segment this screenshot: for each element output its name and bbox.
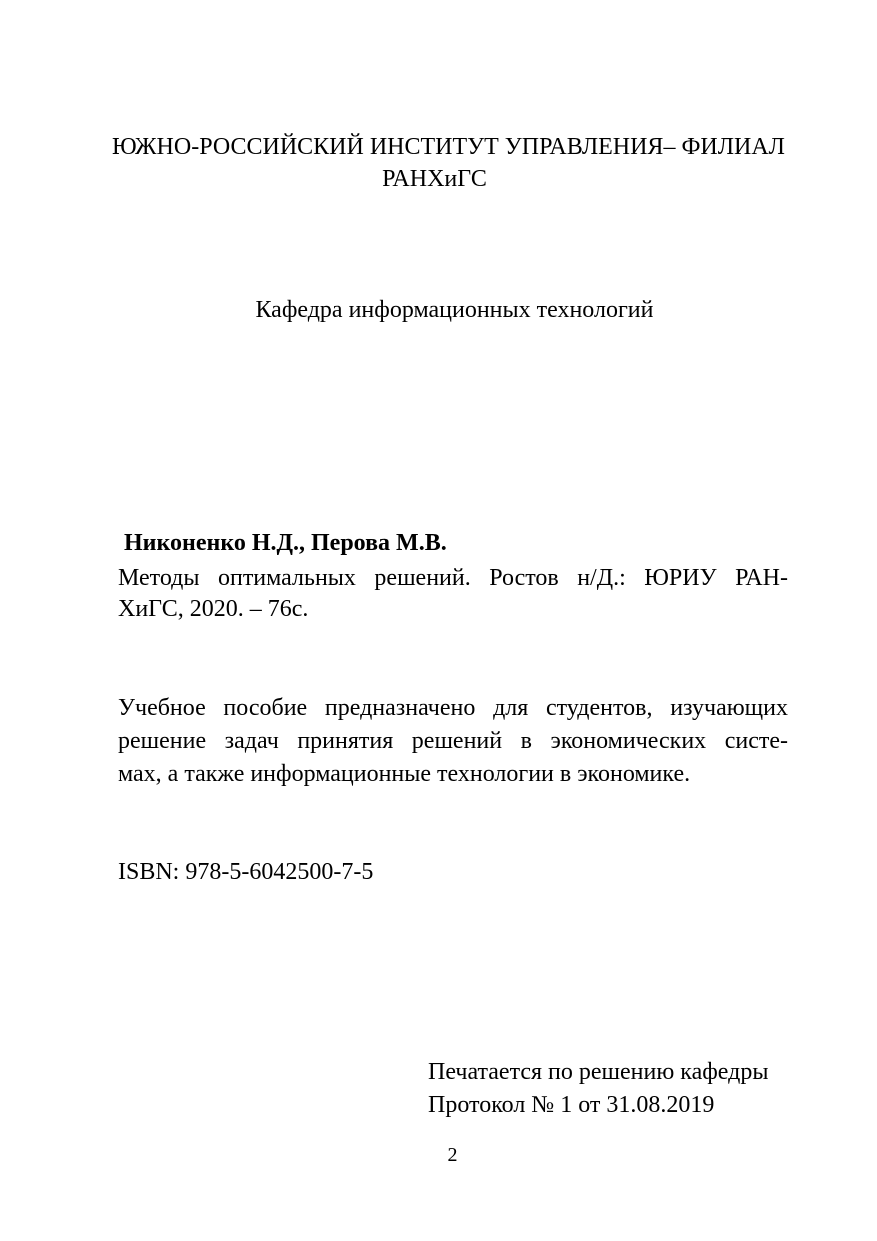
annotation-line-1: Учебное пособие предназначено для студентов, изучающих	[118, 695, 788, 721]
authors: Никоненко Н.Д., Перова М.В.	[124, 530, 447, 556]
institute-name-line-2: РАНХиГС	[382, 166, 487, 192]
approval-line-2: Протокол № 1 от 31.08.2019	[428, 1092, 715, 1118]
approval-line-1: Печатается по решению кафедры	[428, 1059, 769, 1085]
book-title-line-1: Методы оптимальных решений. Ростов н/Д.: ЮРИУ РАН-	[118, 565, 788, 591]
isbn: ISBN: 978-5-6042500-7-5	[118, 859, 374, 885]
annotation-line-2: решение задач принятия решений в экономических систе-	[118, 728, 788, 754]
institute-name-line-1: ЮЖНО-РОССИЙСКИЙ ИНСТИТУТ УПРАВЛЕНИЯ– ФИЛИАЛ	[112, 134, 785, 160]
page-number: 2	[447, 1144, 458, 1166]
annotation-line-3: мах, а также информационные технологии в экономике.	[118, 761, 691, 787]
book-title-line-2: ХиГС, 2020. – 76с.	[118, 596, 309, 622]
department-name: Кафедра информационных технологий	[255, 297, 654, 323]
